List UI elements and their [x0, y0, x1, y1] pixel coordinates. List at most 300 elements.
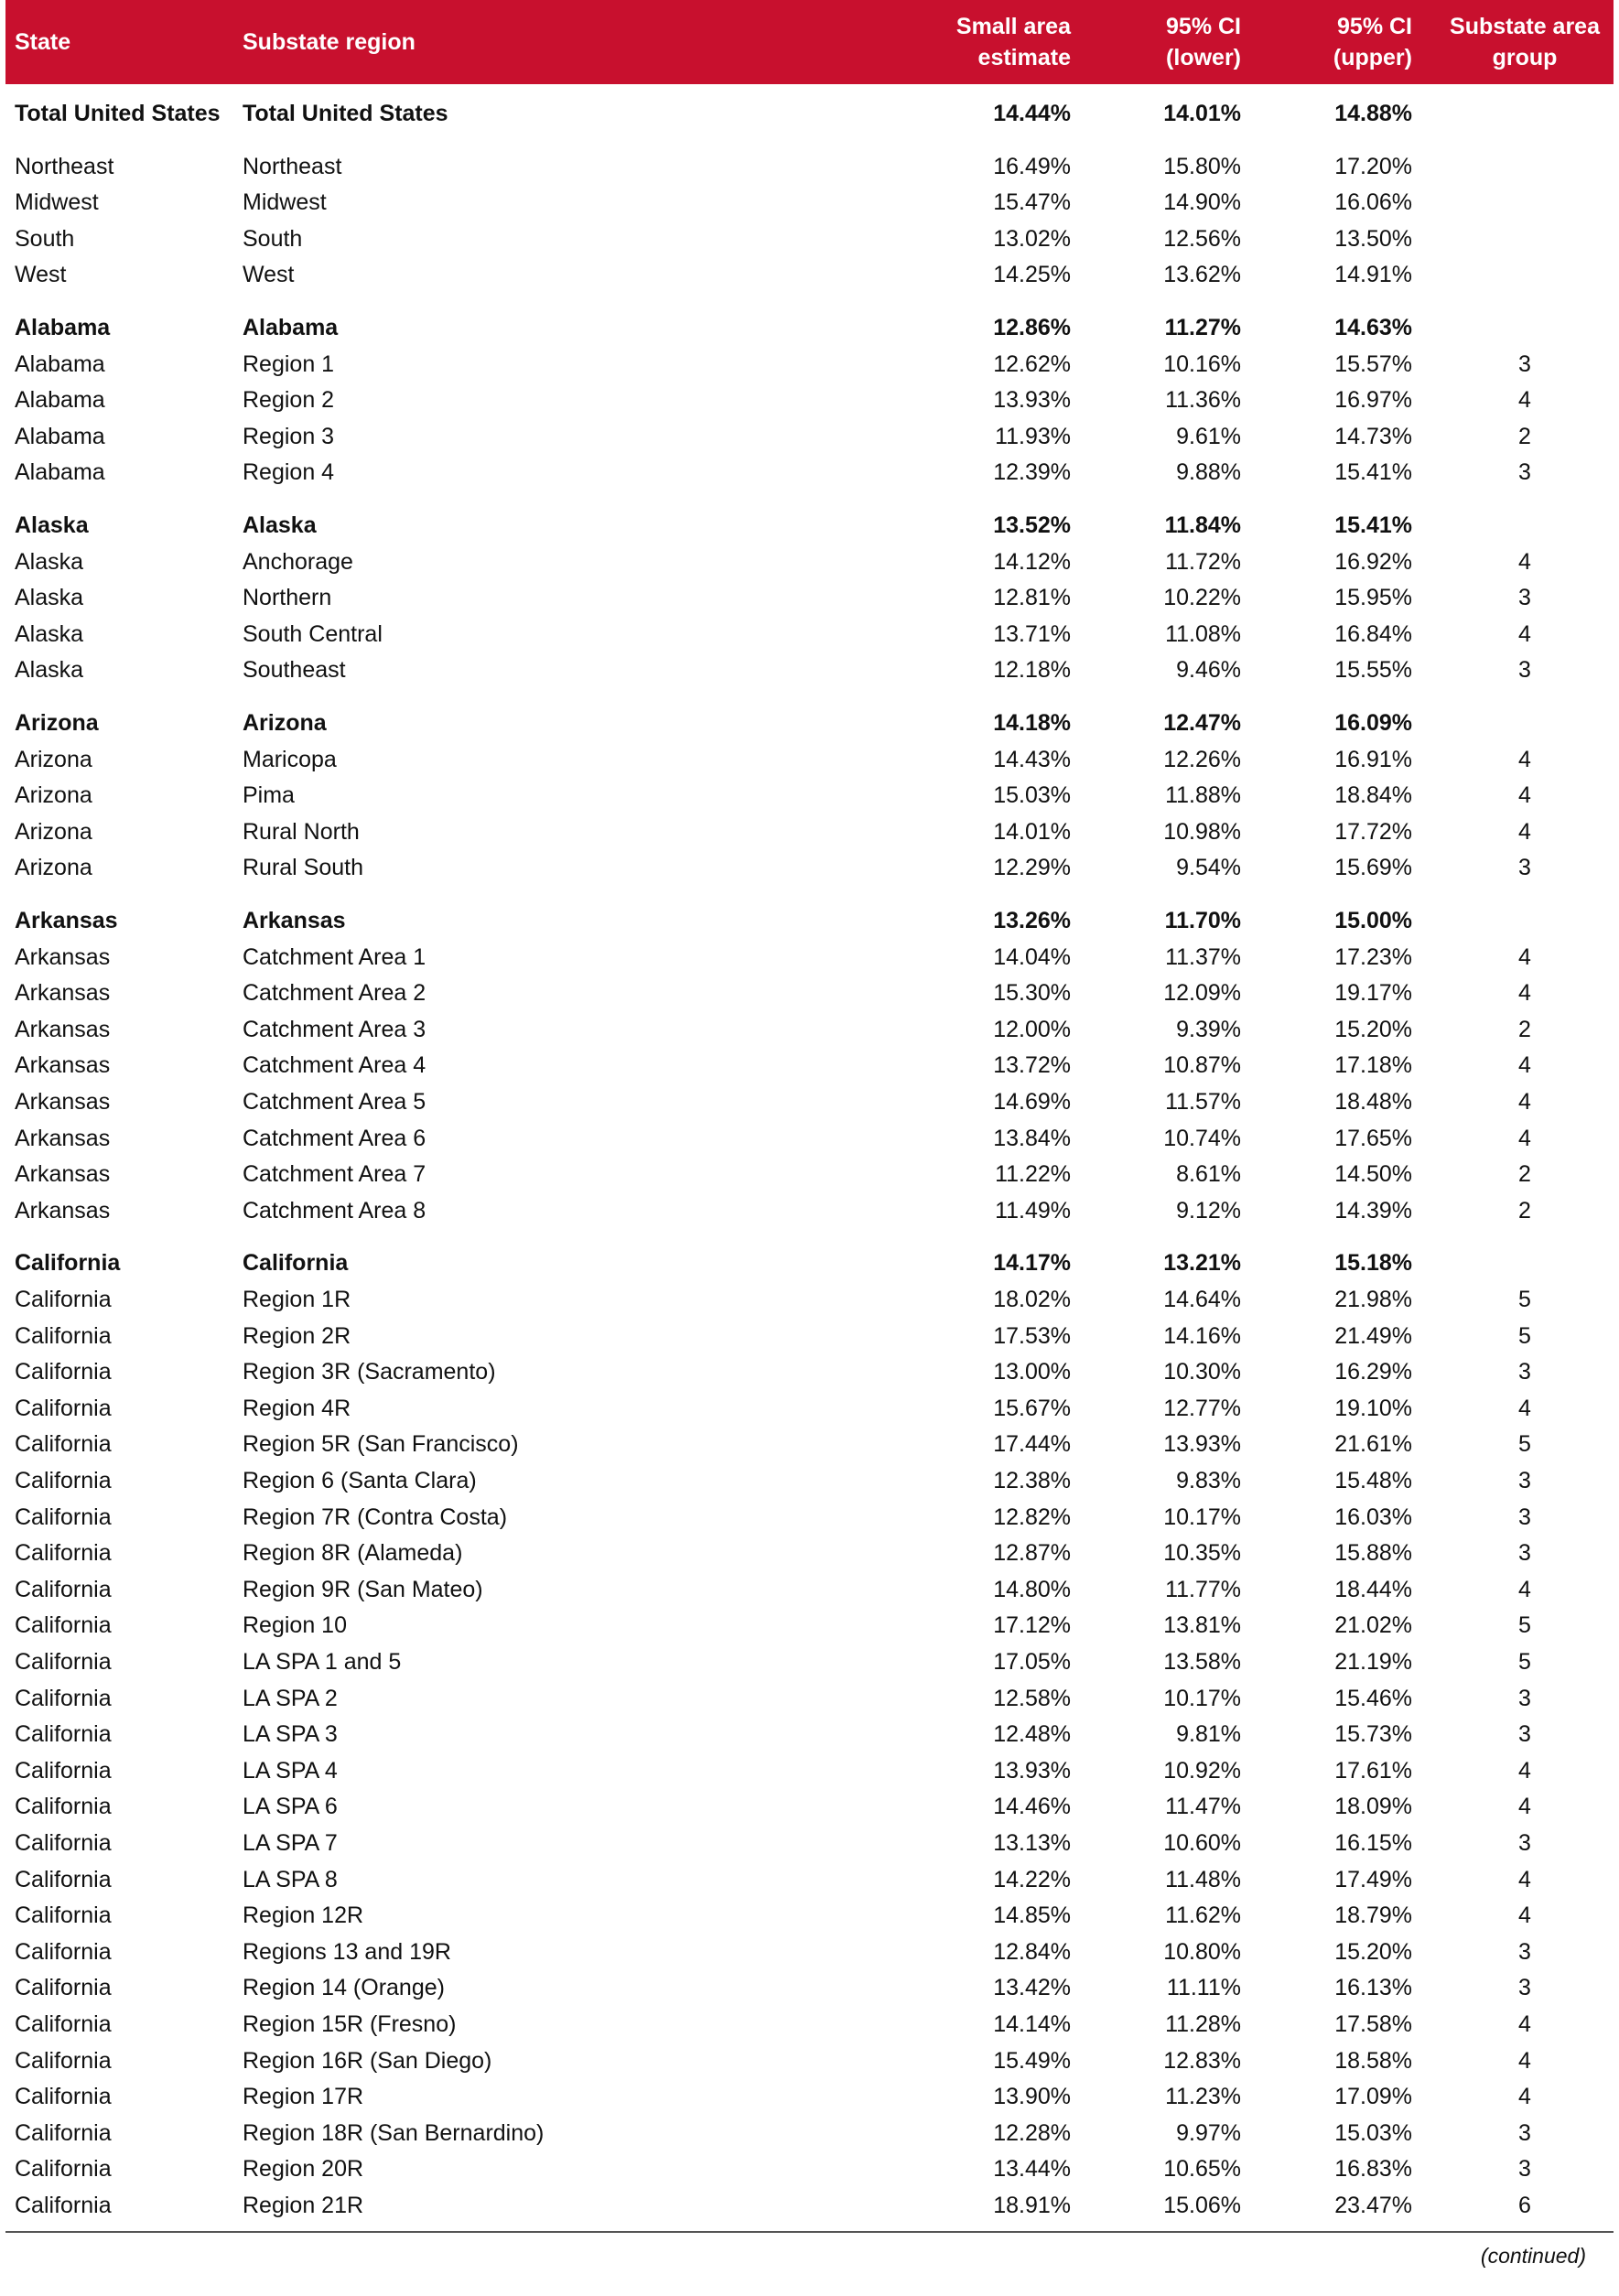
- cell-substate-area-group: 2: [1518, 1197, 1531, 1223]
- table-row-summary: [5, 309, 1614, 346]
- cell-state: Midwest: [15, 189, 99, 216]
- cell-small-area-estimate: 17.05%: [993, 1649, 1071, 1675]
- cell-state: Alabama: [15, 350, 105, 377]
- cell-small-area-estimate: 16.49%: [993, 153, 1071, 179]
- header-small-area-estimate: [888, 11, 1071, 73]
- cell-state: Alaska: [15, 585, 84, 611]
- table-row-summary: [5, 705, 1614, 741]
- cell-small-area-estimate: 14.12%: [993, 548, 1071, 575]
- cell-substate-area-group: 5: [1518, 1649, 1531, 1675]
- cell-substate-area-group: 2: [1518, 1161, 1531, 1188]
- cell-state: Arkansas: [15, 1052, 111, 1079]
- cell-substate-region: Region 7R (Contra Costa): [243, 1504, 508, 1530]
- cell-ci-lower: 14.16%: [1163, 1322, 1241, 1349]
- table-row: [5, 1047, 1614, 1083]
- table-row: [5, 1897, 1614, 1934]
- table-row: [5, 1861, 1614, 1898]
- cell-ci-upper: 16.92%: [1334, 548, 1412, 575]
- table-row: [5, 1680, 1614, 1717]
- cell-ci-lower: 11.36%: [1165, 387, 1241, 414]
- cell-substate-area-group: 4: [1518, 1125, 1531, 1151]
- cell-ci-lower: 12.83%: [1163, 2047, 1241, 2074]
- cell-ci-lower: 10.17%: [1163, 1685, 1241, 1711]
- cell-substate-region: Alaska: [243, 512, 317, 538]
- continued-note: (continued): [1480, 2244, 1586, 2268]
- cell-small-area-estimate: 11.22%: [995, 1161, 1071, 1188]
- cell-substate-region: California: [243, 1250, 349, 1277]
- cell-state: Alaska: [15, 548, 84, 575]
- cell-small-area-estimate: 14.43%: [993, 746, 1071, 772]
- cell-state: Arkansas: [15, 980, 111, 1007]
- table-row: [5, 1788, 1614, 1825]
- cell-substate-area-group: 3: [1518, 2156, 1531, 2183]
- cell-state: California: [15, 1576, 112, 1602]
- cell-substate-area-group: 2: [1518, 423, 1531, 449]
- table-row: [5, 849, 1614, 886]
- cell-substate-area-group: 4: [1518, 980, 1531, 1007]
- cell-small-area-estimate: 17.44%: [993, 1431, 1071, 1458]
- table-row: [5, 1716, 1614, 1752]
- header-sae-line2: estimate: [977, 45, 1071, 70]
- cell-small-area-estimate: 18.02%: [993, 1287, 1071, 1312]
- cell-ci-upper: 18.44%: [1334, 1576, 1412, 1602]
- cell-substate-area-group: 4: [1518, 1903, 1531, 1929]
- cell-substate-region: Region 4: [243, 459, 335, 486]
- cell-small-area-estimate: 15.49%: [993, 2047, 1071, 2074]
- cell-small-area-estimate: 12.29%: [993, 855, 1071, 881]
- cell-ci-lower: 10.92%: [1163, 1757, 1241, 1784]
- cell-ci-upper: 15.46%: [1334, 1685, 1412, 1711]
- cell-substate-area-group: 3: [1518, 2119, 1531, 2146]
- cell-ci-lower: 14.64%: [1163, 1287, 1241, 1312]
- cell-small-area-estimate: 13.02%: [993, 225, 1071, 252]
- cell-small-area-estimate: 15.67%: [993, 1395, 1071, 1421]
- cell-small-area-estimate: 13.42%: [993, 1975, 1071, 2001]
- table-row: [5, 1083, 1614, 1120]
- cell-substate-region: Catchment Area 7: [243, 1161, 426, 1188]
- cell-substate-region: LA SPA 3: [243, 1721, 338, 1748]
- cell-substate-region: Catchment Area 3: [243, 1016, 426, 1042]
- cell-ci-upper: 19.10%: [1334, 1395, 1412, 1421]
- table-row: [5, 1281, 1614, 1318]
- cell-ci-lower: 14.90%: [1163, 189, 1241, 216]
- cell-ci-lower: 9.54%: [1176, 855, 1241, 881]
- cell-state: Alaska: [15, 512, 89, 538]
- cell-substate-region: Pima: [243, 782, 295, 809]
- cell-state: Alaska: [15, 657, 84, 684]
- cell-substate-area-group: 4: [1518, 782, 1531, 809]
- cell-ci-upper: 18.84%: [1334, 782, 1412, 809]
- cell-ci-upper: 19.17%: [1334, 980, 1412, 1007]
- cell-substate-area-group: 4: [1518, 620, 1531, 647]
- cell-substate-region: Region 8R (Alameda): [243, 1540, 463, 1567]
- table-row: [5, 1934, 1614, 1970]
- cell-ci-upper: 21.02%: [1334, 1612, 1412, 1639]
- header-substate-area-group: [1442, 11, 1607, 73]
- cell-small-area-estimate: 12.00%: [993, 1016, 1071, 1042]
- cell-substate-area-group: 4: [1518, 1089, 1531, 1115]
- cell-small-area-estimate: 12.87%: [993, 1540, 1071, 1567]
- cell-ci-upper: 15.88%: [1334, 1540, 1412, 1567]
- cell-state: California: [15, 1468, 112, 1493]
- cell-ci-upper: 21.19%: [1334, 1649, 1412, 1675]
- cell-small-area-estimate: 14.22%: [993, 1866, 1071, 1892]
- cell-ci-upper: 21.61%: [1334, 1431, 1412, 1458]
- cell-ci-lower: 11.77%: [1165, 1576, 1241, 1602]
- cell-substate-area-group: 3: [1518, 1685, 1531, 1711]
- cell-small-area-estimate: 12.38%: [993, 1468, 1071, 1493]
- cell-small-area-estimate: 14.14%: [993, 2011, 1071, 2037]
- cell-substate-region: Arkansas: [243, 908, 346, 933]
- cell-ci-upper: 17.61%: [1334, 1757, 1412, 1784]
- cell-ci-upper: 17.09%: [1334, 2084, 1412, 2110]
- table-row: [5, 382, 1614, 418]
- cell-ci-lower: 10.87%: [1163, 1052, 1241, 1079]
- cell-ci-upper: 16.06%: [1334, 189, 1412, 216]
- cell-small-area-estimate: 13.90%: [993, 2084, 1071, 2110]
- cell-state: West: [15, 262, 67, 288]
- cell-small-area-estimate: 12.62%: [993, 350, 1071, 377]
- cell-ci-upper: 17.58%: [1334, 2011, 1412, 2037]
- table-row-summary: [5, 95, 1614, 132]
- cell-small-area-estimate: 14.46%: [993, 1794, 1071, 1820]
- cell-substate-region: Region 15R (Fresno): [243, 2011, 457, 2037]
- cell-substate-area-group: 3: [1518, 1830, 1531, 1856]
- cell-state: Arkansas: [15, 1161, 111, 1188]
- cell-ci-upper: 13.50%: [1334, 225, 1412, 252]
- cell-substate-region: Arizona: [243, 710, 327, 736]
- cell-ci-upper: 14.63%: [1334, 315, 1412, 340]
- cell-substate-area-group: 3: [1518, 657, 1531, 684]
- cell-substate-region: Alabama: [243, 315, 339, 340]
- cell-substate-area-group: 3: [1518, 855, 1531, 881]
- cell-state: Alaska: [15, 620, 84, 647]
- header-ci-lower-line2: (lower): [1166, 45, 1241, 70]
- cell-small-area-estimate: 12.39%: [993, 459, 1071, 486]
- cell-state: California: [15, 1431, 112, 1458]
- cell-ci-lower: 11.48%: [1165, 1866, 1241, 1892]
- cell-substate-area-group: 3: [1518, 585, 1531, 611]
- cell-state: California: [15, 2011, 112, 2037]
- cell-ci-lower: 11.47%: [1165, 1794, 1241, 1820]
- cell-state: California: [15, 1975, 112, 2001]
- cell-ci-lower: 11.88%: [1165, 782, 1241, 809]
- cell-ci-lower: 10.60%: [1163, 1830, 1241, 1856]
- table-row: [5, 2043, 1614, 2079]
- cell-ci-lower: 11.62%: [1165, 1903, 1241, 1929]
- cell-ci-upper: 15.41%: [1334, 459, 1412, 486]
- cell-state: California: [15, 2119, 112, 2146]
- cell-substate-region: Region 3: [243, 423, 335, 449]
- cell-ci-lower: 12.09%: [1163, 980, 1241, 1007]
- cell-ci-upper: 16.03%: [1334, 1504, 1412, 1530]
- cell-substate-region: Catchment Area 1: [243, 943, 426, 970]
- cell-substate-region: Catchment Area 6: [243, 1125, 426, 1151]
- table-row: [5, 256, 1614, 293]
- cell-small-area-estimate: 14.85%: [993, 1903, 1071, 1929]
- cell-substate-region: LA SPA 7: [243, 1830, 338, 1856]
- table-row: [5, 2078, 1614, 2115]
- cell-ci-lower: 12.26%: [1163, 746, 1241, 772]
- table-row: [5, 652, 1614, 688]
- cell-ci-lower: 10.98%: [1163, 818, 1241, 845]
- cell-ci-upper: 16.97%: [1334, 387, 1412, 414]
- cell-substate-region: Region 12R: [243, 1903, 364, 1929]
- cell-substate-area-group: 4: [1518, 1866, 1531, 1892]
- table-row: [5, 2115, 1614, 2151]
- cell-ci-lower: 12.77%: [1163, 1395, 1241, 1421]
- table-row: [5, 1462, 1614, 1499]
- cell-state: California: [15, 1866, 112, 1892]
- cell-ci-lower: 10.65%: [1163, 2156, 1241, 2183]
- cell-substate-region: Region 17R: [243, 2084, 364, 2110]
- header-ci-upper-line1: 95% CI: [1337, 14, 1412, 39]
- cell-ci-lower: 12.56%: [1163, 225, 1241, 252]
- cell-small-area-estimate: 13.71%: [993, 620, 1071, 647]
- table-row: [5, 1390, 1614, 1427]
- cell-substate-region: Region 21R: [243, 2193, 364, 2218]
- cell-ci-upper: 15.95%: [1334, 585, 1412, 611]
- cell-ci-lower: 13.81%: [1163, 1612, 1241, 1639]
- cell-ci-upper: 17.20%: [1334, 153, 1412, 179]
- cell-ci-upper: 17.65%: [1334, 1125, 1412, 1151]
- cell-ci-upper: 15.20%: [1334, 1016, 1412, 1042]
- cell-state: Alabama: [15, 459, 105, 486]
- cell-ci-lower: 10.17%: [1163, 1504, 1241, 1530]
- cell-ci-upper: 16.15%: [1334, 1830, 1412, 1856]
- cell-substate-area-group: 4: [1518, 818, 1531, 845]
- table-row: [5, 2006, 1614, 2043]
- cell-substate-area-group: 4: [1518, 1794, 1531, 1820]
- table-row: [5, 1353, 1614, 1390]
- cell-ci-upper: 16.91%: [1334, 746, 1412, 772]
- cell-state: California: [15, 1322, 112, 1349]
- table-row: [5, 1969, 1614, 2006]
- cell-small-area-estimate: 14.17%: [993, 1250, 1071, 1277]
- cell-substate-region: Rural South: [243, 855, 364, 881]
- header-ci-lower: [1058, 11, 1241, 73]
- cell-small-area-estimate: 17.53%: [993, 1322, 1071, 1349]
- cell-ci-lower: 13.58%: [1163, 1649, 1241, 1675]
- cell-ci-lower: 10.16%: [1163, 350, 1241, 377]
- table-row: [5, 814, 1614, 850]
- cell-substate-region: Region 1: [243, 350, 335, 377]
- cell-small-area-estimate: 15.30%: [993, 980, 1071, 1007]
- cell-ci-upper: 16.09%: [1334, 710, 1412, 736]
- cell-small-area-estimate: 12.84%: [993, 1938, 1071, 1965]
- cell-small-area-estimate: 11.93%: [995, 423, 1071, 449]
- cell-ci-upper: 17.72%: [1334, 818, 1412, 845]
- table-row: [5, 1011, 1614, 1048]
- cell-state: California: [15, 1250, 121, 1277]
- cell-ci-lower: 10.22%: [1163, 585, 1241, 611]
- cell-ci-lower: 11.84%: [1164, 512, 1241, 538]
- cell-substate-region: Region 6 (Santa Clara): [243, 1468, 477, 1493]
- table-row: [5, 616, 1614, 652]
- cell-ci-upper: 15.41%: [1334, 512, 1412, 538]
- cell-ci-upper: 18.09%: [1334, 1794, 1412, 1820]
- cell-substate-region: Regions 13 and 19R: [243, 1938, 451, 1965]
- cell-state: California: [15, 1721, 112, 1748]
- cell-small-area-estimate: 12.81%: [993, 585, 1071, 611]
- table-row: [5, 1318, 1614, 1354]
- cell-substate-region: LA SPA 2: [243, 1685, 338, 1711]
- cell-substate-area-group: 3: [1518, 1504, 1531, 1530]
- table-row: [5, 1607, 1614, 1644]
- cell-small-area-estimate: 14.69%: [993, 1089, 1071, 1115]
- cell-substate-region: Catchment Area 4: [243, 1052, 426, 1079]
- cell-ci-upper: 14.50%: [1334, 1161, 1412, 1188]
- cell-ci-lower: 11.57%: [1165, 1089, 1241, 1115]
- table-row: [5, 939, 1614, 976]
- cell-ci-upper: 18.79%: [1334, 1903, 1412, 1929]
- table-row: [5, 544, 1614, 580]
- cell-substate-region: LA SPA 4: [243, 1757, 338, 1784]
- cell-ci-upper: 16.83%: [1334, 2156, 1412, 2183]
- cell-state: California: [15, 1287, 112, 1312]
- cell-state: California: [15, 1612, 112, 1639]
- cell-small-area-estimate: 13.00%: [993, 1359, 1071, 1385]
- cell-substate-region: Northeast: [243, 153, 342, 179]
- cell-ci-lower: 10.74%: [1163, 1125, 1241, 1151]
- cell-state: California: [15, 1540, 112, 1567]
- cell-ci-upper: 14.88%: [1334, 101, 1412, 126]
- cell-substate-region: Region 5R (San Francisco): [243, 1431, 519, 1458]
- table-row: [5, 1752, 1614, 1789]
- cell-substate-area-group: 4: [1518, 2011, 1531, 2037]
- cell-small-area-estimate: 18.91%: [993, 2193, 1071, 2218]
- cell-state: Arkansas: [15, 1125, 111, 1151]
- cell-substate-area-group: 4: [1518, 1757, 1531, 1784]
- table-row: [5, 1571, 1614, 1608]
- table-header: [5, 0, 1614, 84]
- cell-substate-area-group: 4: [1518, 746, 1531, 772]
- cell-substate-region: Region 14 (Orange): [243, 1975, 445, 2001]
- cell-ci-upper: 15.18%: [1334, 1250, 1412, 1277]
- cell-ci-lower: 11.27%: [1164, 315, 1241, 340]
- table-row: [5, 777, 1614, 814]
- cell-substate-region: Catchment Area 5: [243, 1089, 426, 1115]
- cell-small-area-estimate: 13.52%: [993, 512, 1071, 538]
- cell-ci-lower: 13.62%: [1163, 262, 1241, 288]
- bottom-rule: [5, 2231, 1614, 2233]
- cell-substate-area-group: 4: [1518, 1395, 1531, 1421]
- cell-substate-region: Region 2: [243, 387, 335, 414]
- cell-substate-region: Anchorage: [243, 548, 353, 575]
- cell-substate-region: West: [243, 262, 295, 288]
- cell-ci-lower: 13.21%: [1163, 1250, 1241, 1277]
- cell-substate-region: Catchment Area 8: [243, 1197, 426, 1223]
- cell-ci-lower: 11.08%: [1165, 620, 1241, 647]
- table-row: [5, 2187, 1614, 2224]
- cell-substate-area-group: 4: [1518, 1052, 1531, 1079]
- cell-state: Arizona: [15, 782, 92, 809]
- table-row: [5, 1192, 1614, 1229]
- cell-small-area-estimate: 14.18%: [993, 710, 1071, 736]
- cell-substate-area-group: 2: [1518, 1016, 1531, 1042]
- cell-substate-area-group: 5: [1518, 1322, 1531, 1349]
- cell-ci-lower: 15.06%: [1163, 2193, 1241, 2218]
- cell-substate-area-group: 5: [1518, 1612, 1531, 1639]
- header-sae-line1: Small area: [955, 14, 1071, 39]
- cell-ci-upper: 15.03%: [1334, 2119, 1412, 2146]
- cell-ci-upper: 17.18%: [1334, 1052, 1412, 1079]
- cell-ci-lower: 9.39%: [1176, 1016, 1241, 1042]
- cell-ci-upper: 15.00%: [1334, 908, 1412, 933]
- cell-substate-region: Rural North: [243, 818, 360, 845]
- cell-state: Northeast: [15, 153, 114, 179]
- cell-ci-lower: 8.61%: [1176, 1161, 1241, 1188]
- cell-state: Arkansas: [15, 1197, 111, 1223]
- cell-substate-area-group: 3: [1518, 1540, 1531, 1567]
- cell-state: Arkansas: [15, 908, 118, 933]
- cell-substate-region: LA SPA 8: [243, 1866, 338, 1892]
- cell-small-area-estimate: 17.12%: [993, 1612, 1071, 1639]
- cell-small-area-estimate: 14.44%: [993, 101, 1071, 126]
- header-ci-upper-line2: (upper): [1333, 45, 1412, 70]
- cell-substate-region: Region 18R (San Bernardino): [243, 2119, 545, 2146]
- cell-substate-region: Catchment Area 2: [243, 980, 426, 1007]
- cell-ci-lower: 9.61%: [1176, 423, 1241, 449]
- cell-substate-area-group: 3: [1518, 1975, 1531, 2001]
- table-row: [5, 148, 1614, 185]
- cell-ci-upper: 14.73%: [1334, 423, 1412, 449]
- table-row: [5, 346, 1614, 383]
- cell-small-area-estimate: 12.48%: [993, 1721, 1071, 1748]
- cell-substate-area-group: 4: [1518, 2047, 1531, 2074]
- cell-state: Arkansas: [15, 1089, 111, 1115]
- cell-state: California: [15, 1649, 112, 1675]
- cell-state: California: [15, 1359, 112, 1385]
- cell-small-area-estimate: 13.13%: [993, 1830, 1071, 1856]
- cell-substate-region: Region 16R (San Diego): [243, 2047, 492, 2074]
- cell-ci-lower: 9.46%: [1176, 657, 1241, 684]
- cell-substate-region: Region 20R: [243, 2156, 364, 2183]
- cell-small-area-estimate: 13.72%: [993, 1052, 1071, 1079]
- cell-small-area-estimate: 15.47%: [993, 189, 1071, 216]
- cell-small-area-estimate: 14.25%: [993, 262, 1071, 288]
- cell-small-area-estimate: 14.04%: [993, 943, 1071, 970]
- table-row: [5, 1644, 1614, 1680]
- header-ci-lower-line1: 95% CI: [1166, 14, 1241, 39]
- cell-substate-area-group: 3: [1518, 459, 1531, 486]
- cell-ci-upper: 23.47%: [1334, 2193, 1412, 2218]
- cell-ci-upper: 16.84%: [1334, 620, 1412, 647]
- cell-ci-upper: 15.20%: [1334, 1938, 1412, 1965]
- cell-substate-region: LA SPA 1 and 5: [243, 1649, 402, 1675]
- cell-ci-upper: 15.55%: [1334, 657, 1412, 684]
- cell-state: California: [15, 2047, 112, 2074]
- cell-substate-region: Region 9R (San Mateo): [243, 1576, 483, 1602]
- cell-state: Arkansas: [15, 1016, 111, 1042]
- cell-ci-upper: 14.91%: [1334, 262, 1412, 288]
- cell-state: Arizona: [15, 855, 92, 881]
- cell-state: California: [15, 1903, 112, 1929]
- cell-ci-upper: 16.13%: [1334, 1975, 1412, 2001]
- cell-substate-region: LA SPA 6: [243, 1794, 338, 1820]
- cell-substate-area-group: 6: [1518, 2193, 1531, 2218]
- cell-ci-upper: 17.23%: [1334, 943, 1412, 970]
- cell-ci-upper: 21.98%: [1334, 1287, 1412, 1312]
- header-state: State: [15, 29, 71, 55]
- cell-ci-lower: 11.37%: [1165, 943, 1241, 970]
- cell-substate-region: Northern: [243, 585, 332, 611]
- cell-small-area-estimate: 14.01%: [993, 818, 1071, 845]
- cell-ci-upper: 18.48%: [1334, 1089, 1412, 1115]
- cell-state: Alabama: [15, 387, 105, 414]
- cell-ci-upper: 15.73%: [1334, 1721, 1412, 1748]
- cell-small-area-estimate: 12.18%: [993, 657, 1071, 684]
